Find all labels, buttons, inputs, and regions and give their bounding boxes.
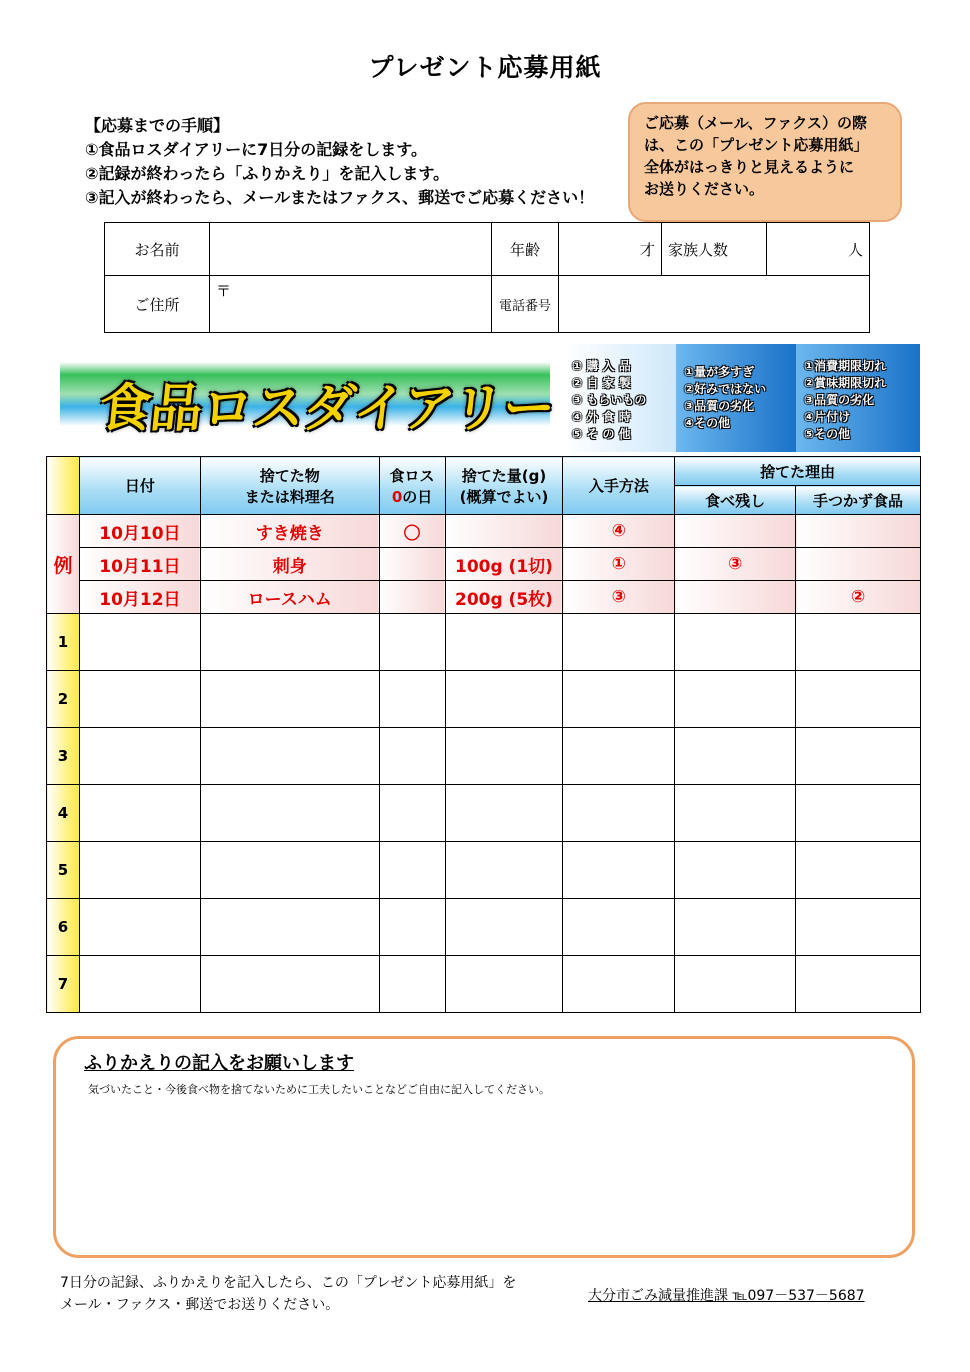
example-method: ④ — [563, 515, 675, 548]
header-zero-line: の日 — [402, 487, 433, 506]
age-unit: 才 — [639, 240, 655, 259]
leftover-cell[interactable] — [675, 842, 796, 899]
example-date: 10月12日 — [79, 581, 200, 614]
example-zero — [379, 581, 445, 614]
method-cell[interactable] — [563, 728, 675, 785]
item-cell[interactable] — [200, 899, 379, 956]
postal-mark: 〒 — [216, 282, 232, 300]
name-label: お名前 — [105, 223, 210, 276]
example-item: ロースハム — [200, 581, 379, 614]
amount-cell[interactable] — [445, 671, 563, 728]
family-size-field[interactable] — [767, 223, 870, 276]
phone-field[interactable] — [559, 276, 870, 333]
legend-item: ①消費期限切れ — [804, 359, 887, 373]
row-number: 2 — [47, 671, 80, 728]
legend-item: ④片付け — [804, 410, 851, 424]
item-cell[interactable] — [200, 785, 379, 842]
item-cell[interactable] — [200, 842, 379, 899]
family-unit: 人 — [847, 240, 863, 259]
date-cell[interactable] — [79, 785, 200, 842]
zero-cell[interactable] — [379, 671, 445, 728]
method-cell[interactable] — [563, 899, 675, 956]
submission-notice — [628, 102, 902, 222]
example-method: ③ — [563, 581, 675, 614]
address-label: ご住所 — [105, 276, 210, 333]
diary-row — [47, 614, 921, 671]
example-label: 例 — [47, 515, 80, 614]
date-cell[interactable] — [79, 842, 200, 899]
example-leftover: ③ — [675, 548, 796, 581]
amount-cell[interactable] — [445, 842, 563, 899]
row-number: 3 — [47, 728, 80, 785]
zero-cell[interactable] — [379, 956, 445, 1013]
leftover-cell[interactable] — [675, 728, 796, 785]
untouched-cell[interactable] — [796, 671, 921, 728]
zero-cell[interactable] — [379, 614, 445, 671]
header-item-line: または料理名 — [244, 487, 335, 506]
zero-cell[interactable] — [379, 842, 445, 899]
example-amount — [445, 515, 563, 548]
zero-cell[interactable] — [379, 899, 445, 956]
header-zero-loss — [379, 457, 445, 515]
header-reason: 捨てた理由 — [675, 457, 921, 486]
example-untouched — [796, 515, 921, 548]
header-amount — [445, 457, 563, 515]
header-item — [200, 457, 379, 515]
family-size-label: 家族人数 — [662, 223, 767, 276]
review-description: 気づいたこと・今後食べ物を捨てないために工夫したいことなどご自由に記入してください。 — [88, 1083, 550, 1096]
method-cell[interactable] — [563, 785, 675, 842]
header-item-line: 捨てた物 — [259, 466, 320, 485]
diary-row — [47, 899, 921, 956]
diary-banner — [60, 352, 557, 452]
item-cell[interactable] — [200, 956, 379, 1013]
untouched-cell[interactable] — [796, 956, 921, 1013]
item-cell[interactable] — [200, 614, 379, 671]
amount-cell[interactable] — [445, 785, 563, 842]
row-number: 7 — [47, 956, 80, 1013]
example-item: 刺身 — [200, 548, 379, 581]
date-cell[interactable] — [79, 956, 200, 1013]
legend-item: ③ もらいもの — [572, 393, 647, 407]
footer-instructions — [60, 1272, 516, 1316]
leftover-cell[interactable] — [675, 671, 796, 728]
example-row — [47, 548, 921, 581]
leftover-cell[interactable] — [675, 956, 796, 1013]
age-label: 年齢 — [492, 223, 559, 276]
legend-item: ①量が多すぎ — [684, 365, 755, 379]
item-cell[interactable] — [200, 728, 379, 785]
method-cell[interactable] — [563, 671, 675, 728]
diary-row — [47, 671, 921, 728]
page-title: プレゼント応募用紙 — [368, 53, 602, 82]
steps-heading: 【応募までの手順】 — [85, 116, 230, 135]
header-amount-line: 捨てた量(g) — [461, 466, 547, 485]
untouched-cell[interactable] — [796, 899, 921, 956]
header-zero-number: 0 — [391, 487, 403, 506]
example-amount: 200g (5枚) — [445, 581, 563, 614]
row-number: 5 — [47, 842, 80, 899]
legend-item: ④ 外 食 時 — [572, 410, 631, 424]
example-untouched — [796, 548, 921, 581]
diary-row — [47, 785, 921, 842]
leftover-cell[interactable] — [675, 899, 796, 956]
row-number: 4 — [47, 785, 80, 842]
legend-item: ②好みではない — [684, 382, 767, 396]
amount-cell[interactable] — [445, 956, 563, 1013]
leftover-cell[interactable] — [675, 785, 796, 842]
header-zero-line: 食ロス — [389, 466, 435, 485]
header-method: 入手方法 — [563, 457, 675, 515]
date-cell[interactable] — [79, 728, 200, 785]
untouched-cell[interactable] — [796, 842, 921, 899]
notice-line: お送りください。 — [644, 180, 765, 198]
notice-line: 全体がはっきりと見えるように — [644, 158, 855, 176]
amount-cell[interactable] — [445, 614, 563, 671]
application-steps — [85, 114, 594, 210]
legend-item: ① 購 入 品 — [572, 359, 631, 373]
header-amount-line: (概算でよい) — [459, 487, 549, 506]
example-untouched: ② — [796, 581, 921, 614]
untouched-reasons-legend — [796, 344, 920, 452]
review-box[interactable] — [53, 1036, 915, 1258]
example-row — [47, 581, 921, 614]
row-number: 1 — [47, 614, 80, 671]
legend-item: ⑤ そ の 他 — [572, 427, 631, 441]
zero-cell[interactable] — [379, 728, 445, 785]
diary-row — [47, 728, 921, 785]
row-number: 6 — [47, 899, 80, 956]
legend-item: ②賞味期限切れ — [804, 376, 887, 390]
untouched-cell[interactable] — [796, 728, 921, 785]
notice-line: は、この「プレゼント応募用紙」 — [644, 136, 869, 154]
step-item: ③記入が終わったら、メールまたはファクス、郵送でご応募ください！ — [85, 188, 595, 207]
leftover-cell[interactable] — [675, 614, 796, 671]
example-item: すき焼き — [200, 515, 379, 548]
step-item: ①食品ロスダイアリーに7日分の記録をします。 — [85, 140, 427, 159]
diary-row — [47, 842, 921, 899]
header-date: 日付 — [79, 457, 200, 515]
header-leftover: 食べ残し — [675, 486, 796, 515]
item-cell[interactable] — [200, 671, 379, 728]
method-cell[interactable] — [563, 614, 675, 671]
banner-title: 食品ロスダイアリー — [96, 379, 557, 439]
acquisition-legend — [564, 344, 676, 452]
age-field[interactable] — [559, 223, 662, 276]
address-field[interactable] — [210, 276, 492, 333]
example-date: 10月11日 — [79, 548, 200, 581]
example-zero — [379, 548, 445, 581]
example-row — [47, 515, 921, 548]
example-date: 10月10日 — [79, 515, 200, 548]
example-leftover — [675, 581, 796, 614]
header-untouched: 手つかず食品 — [796, 486, 921, 515]
method-cell[interactable] — [563, 956, 675, 1013]
zero-cell[interactable] — [379, 785, 445, 842]
notice-line: ご応募（メール、ファクス）の際 — [644, 114, 868, 132]
date-cell[interactable] — [79, 671, 200, 728]
amount-cell[interactable] — [445, 899, 563, 956]
example-method: ① — [563, 548, 675, 581]
amount-cell[interactable] — [445, 728, 563, 785]
step-item: ②記録が終わったら「ふりかえり」を記入します。 — [85, 164, 450, 183]
diary-row — [47, 956, 921, 1013]
untouched-cell[interactable] — [796, 614, 921, 671]
name-field[interactable] — [210, 223, 492, 276]
untouched-cell[interactable] — [796, 785, 921, 842]
footer-line: メール・ファクス・郵送でお送りください。 — [60, 1297, 340, 1313]
legend-item: ③品質の劣化 — [684, 399, 755, 413]
footer-line: 7日分の記録、ふりかえりを記入したら、この「プレゼント応募用紙」を — [60, 1275, 517, 1291]
method-cell[interactable] — [563, 842, 675, 899]
example-zero: 〇 — [379, 515, 445, 548]
date-cell[interactable] — [79, 614, 200, 671]
applicant-info-form — [104, 222, 870, 333]
example-leftover — [675, 515, 796, 548]
phone-label: 電話番号 — [492, 276, 559, 333]
contact-info: 大分市ごみ減量推進課 ℡097－537－5687 — [588, 1288, 865, 1304]
legend-item: ② 自 家 製 — [572, 376, 631, 390]
leftover-reasons-legend — [676, 344, 796, 452]
corner-cell — [47, 457, 80, 515]
legend-item: ③品質の劣化 — [804, 393, 875, 407]
food-loss-diary-table — [46, 456, 921, 1013]
example-amount: 100g (1切) — [445, 548, 563, 581]
date-cell[interactable] — [79, 899, 200, 956]
review-title: ふりかえりの記入をお願いします — [84, 1053, 354, 1074]
legend-item: ④その他 — [684, 416, 731, 430]
legend-item: ⑤その他 — [804, 427, 851, 441]
